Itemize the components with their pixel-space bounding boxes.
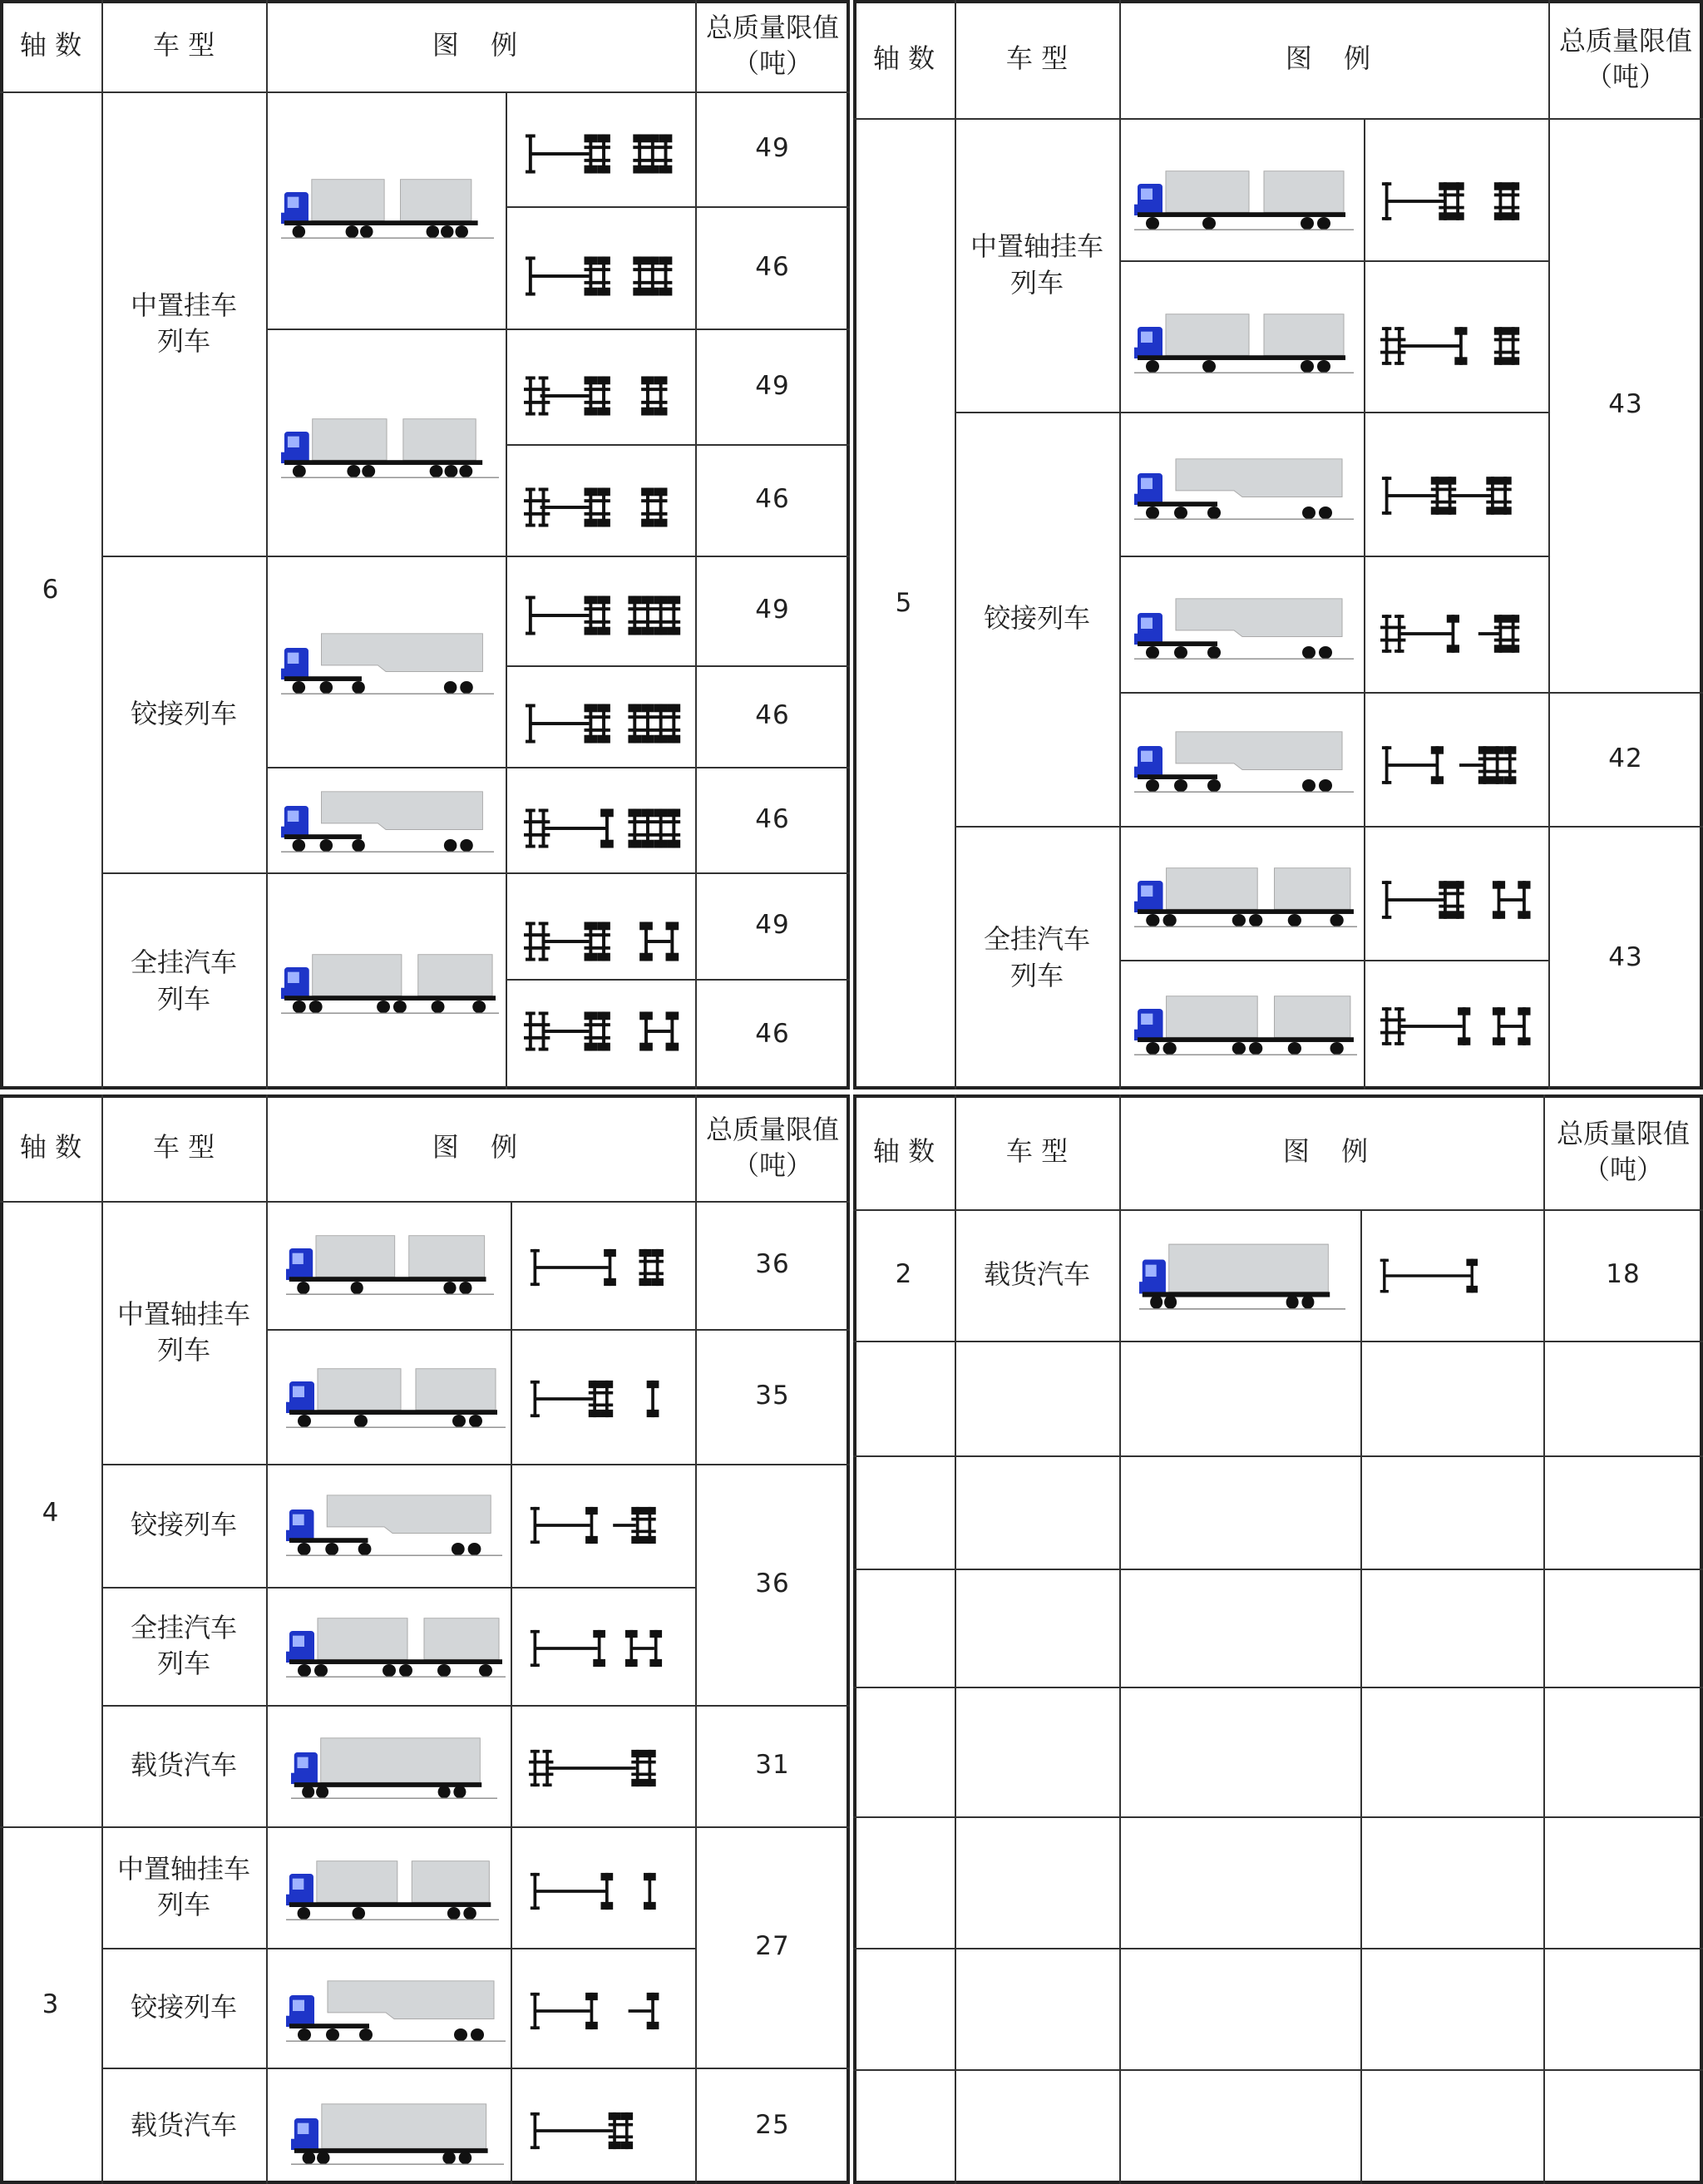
axle-diagram-icon: [524, 917, 687, 966]
panel-two-axles: [853, 1094, 1703, 2184]
axle-count: 5: [895, 588, 913, 619]
limit-value: 49: [755, 910, 790, 941]
truck-icon: [286, 1613, 506, 1680]
axle-diagram-icon: [529, 1743, 682, 1793]
header-legend: 图 例: [432, 1131, 530, 1164]
limit-value: 18: [1606, 1259, 1641, 1290]
limit-value: 35: [755, 1381, 790, 1411]
header-type: 车 型: [1005, 1135, 1069, 1168]
vehicle-type: 铰接列车: [983, 602, 1090, 635]
header-axles: 轴 数: [872, 42, 935, 75]
axle-diagram-icon: [524, 251, 687, 301]
truck-icon: [281, 175, 494, 241]
axle-count: 4: [42, 1498, 60, 1529]
header-limit: 总质量限值 （吨）: [1558, 24, 1692, 92]
axle-diagram-icon: [524, 129, 687, 179]
vehicle-type: 全挂汽车 列车: [130, 1611, 237, 1679]
limit-value: 43: [1608, 389, 1643, 420]
axle-diagram-icon: [529, 1986, 682, 2036]
vehicle-type: 全挂汽车 列车: [130, 946, 237, 1015]
truck-icon: [1134, 456, 1354, 522]
axle-diagram-icon: [524, 1006, 687, 1056]
axle-diagram-icon: [524, 590, 687, 640]
limit-value: 46: [755, 251, 790, 282]
limit-value: 46: [755, 484, 790, 515]
truck-icon: [1134, 595, 1354, 662]
header-axles: 轴 数: [872, 1135, 935, 1168]
axle-diagram-icon: [1380, 1001, 1538, 1051]
panel-five-axles: [853, 0, 1703, 1090]
limit-value: 46: [755, 1018, 790, 1049]
limit-value: 46: [755, 700, 790, 731]
header-type: 车 型: [1005, 42, 1069, 75]
vehicle-type: 铰接列车: [130, 1509, 237, 1541]
panel-four-three-axles: [0, 1094, 850, 2184]
axle-diagram-icon: [524, 699, 687, 749]
axle-count: 6: [42, 575, 60, 605]
vehicle-type: 铰接列车: [130, 697, 237, 729]
axle-diagram-icon: [529, 1374, 682, 1424]
header-limit: 总质量限值 （吨）: [705, 11, 839, 79]
limit-value: 36: [755, 1569, 790, 1599]
truck-icon: [286, 1978, 506, 2044]
header-axles: 轴 数: [19, 29, 82, 62]
limit-value: 42: [1608, 743, 1643, 773]
axle-diagram-icon: [1380, 740, 1538, 790]
limit-value: 49: [755, 595, 790, 625]
vehicle-type: 载货汽车: [130, 2109, 237, 2142]
header-limit: 总质量限值 （吨）: [705, 1113, 839, 1181]
vehicle-type: 中置轴挂车 列车: [116, 1297, 250, 1366]
axle-diagram-icon: [524, 803, 687, 853]
header-type: 车 型: [152, 1131, 215, 1164]
limit-value: 36: [755, 1249, 790, 1280]
header-limit: 总质量限值 （吨）: [1556, 1117, 1690, 1185]
truck-icon: [1134, 309, 1354, 376]
vehicle-type: 中置挂车 列车: [130, 289, 237, 357]
axle-diagram-icon: [1380, 609, 1538, 659]
limit-value: 25: [755, 2110, 790, 2141]
header-axles: 轴 数: [19, 1131, 82, 1164]
header-legend: 图 例: [432, 29, 530, 62]
axle-diagram-icon: [524, 482, 687, 532]
limit-value: 49: [755, 133, 790, 164]
truck-icon: [1139, 1241, 1345, 1312]
limit-value: 31: [755, 1750, 790, 1781]
axle-diagram-icon: [529, 1866, 682, 1916]
vehicle-type: 中置轴挂车 列车: [116, 1852, 250, 1920]
panel-six-axles: [0, 0, 850, 1090]
axle-diagram-icon: [529, 1500, 682, 1550]
axle-count: 2: [895, 1259, 913, 1290]
header-legend: 图 例: [1285, 42, 1383, 75]
truck-icon: [281, 414, 499, 481]
header-legend: 图 例: [1282, 1135, 1380, 1168]
truck-icon: [1134, 863, 1357, 930]
axle-diagram-icon: [1380, 176, 1538, 226]
truck-icon: [1134, 166, 1354, 233]
vehicle-type: 载货汽车: [130, 1749, 237, 1781]
truck-icon: [291, 2101, 504, 2167]
axle-diagram-icon: [1379, 1249, 1520, 1302]
limit-value: 49: [755, 370, 790, 401]
vehicle-type: 载货汽车: [983, 1258, 1090, 1291]
truck-icon: [1134, 729, 1354, 795]
axle-diagram-icon: [529, 2106, 682, 2156]
truck-icon: [286, 1856, 499, 1923]
truck-icon: [291, 1735, 497, 1801]
axle-diagram-icon: [1380, 321, 1538, 371]
truck-icon: [286, 1492, 502, 1559]
axle-diagram-icon: [1380, 875, 1538, 925]
limit-value: 27: [755, 1931, 790, 1962]
vehicle-type: 铰接列车: [130, 1991, 237, 2023]
axle-diagram-icon: [524, 371, 687, 421]
axle-diagram-icon: [529, 1243, 682, 1292]
truck-icon: [281, 630, 494, 697]
limit-value: 46: [755, 803, 790, 834]
truck-icon: [286, 1364, 506, 1430]
axle-diagram-icon: [1380, 471, 1538, 521]
header-type: 车 型: [152, 29, 215, 62]
truck-icon: [281, 950, 499, 1016]
vehicle-type: 中置轴挂车 列车: [970, 230, 1103, 299]
truck-icon: [286, 1231, 494, 1297]
truck-icon: [1134, 991, 1357, 1058]
limit-value: 43: [1608, 941, 1643, 972]
axle-count: 3: [42, 1989, 60, 2020]
axle-diagram-icon: [529, 1623, 682, 1673]
truck-icon: [281, 788, 494, 855]
vehicle-type: 全挂汽车 列车: [983, 923, 1090, 991]
